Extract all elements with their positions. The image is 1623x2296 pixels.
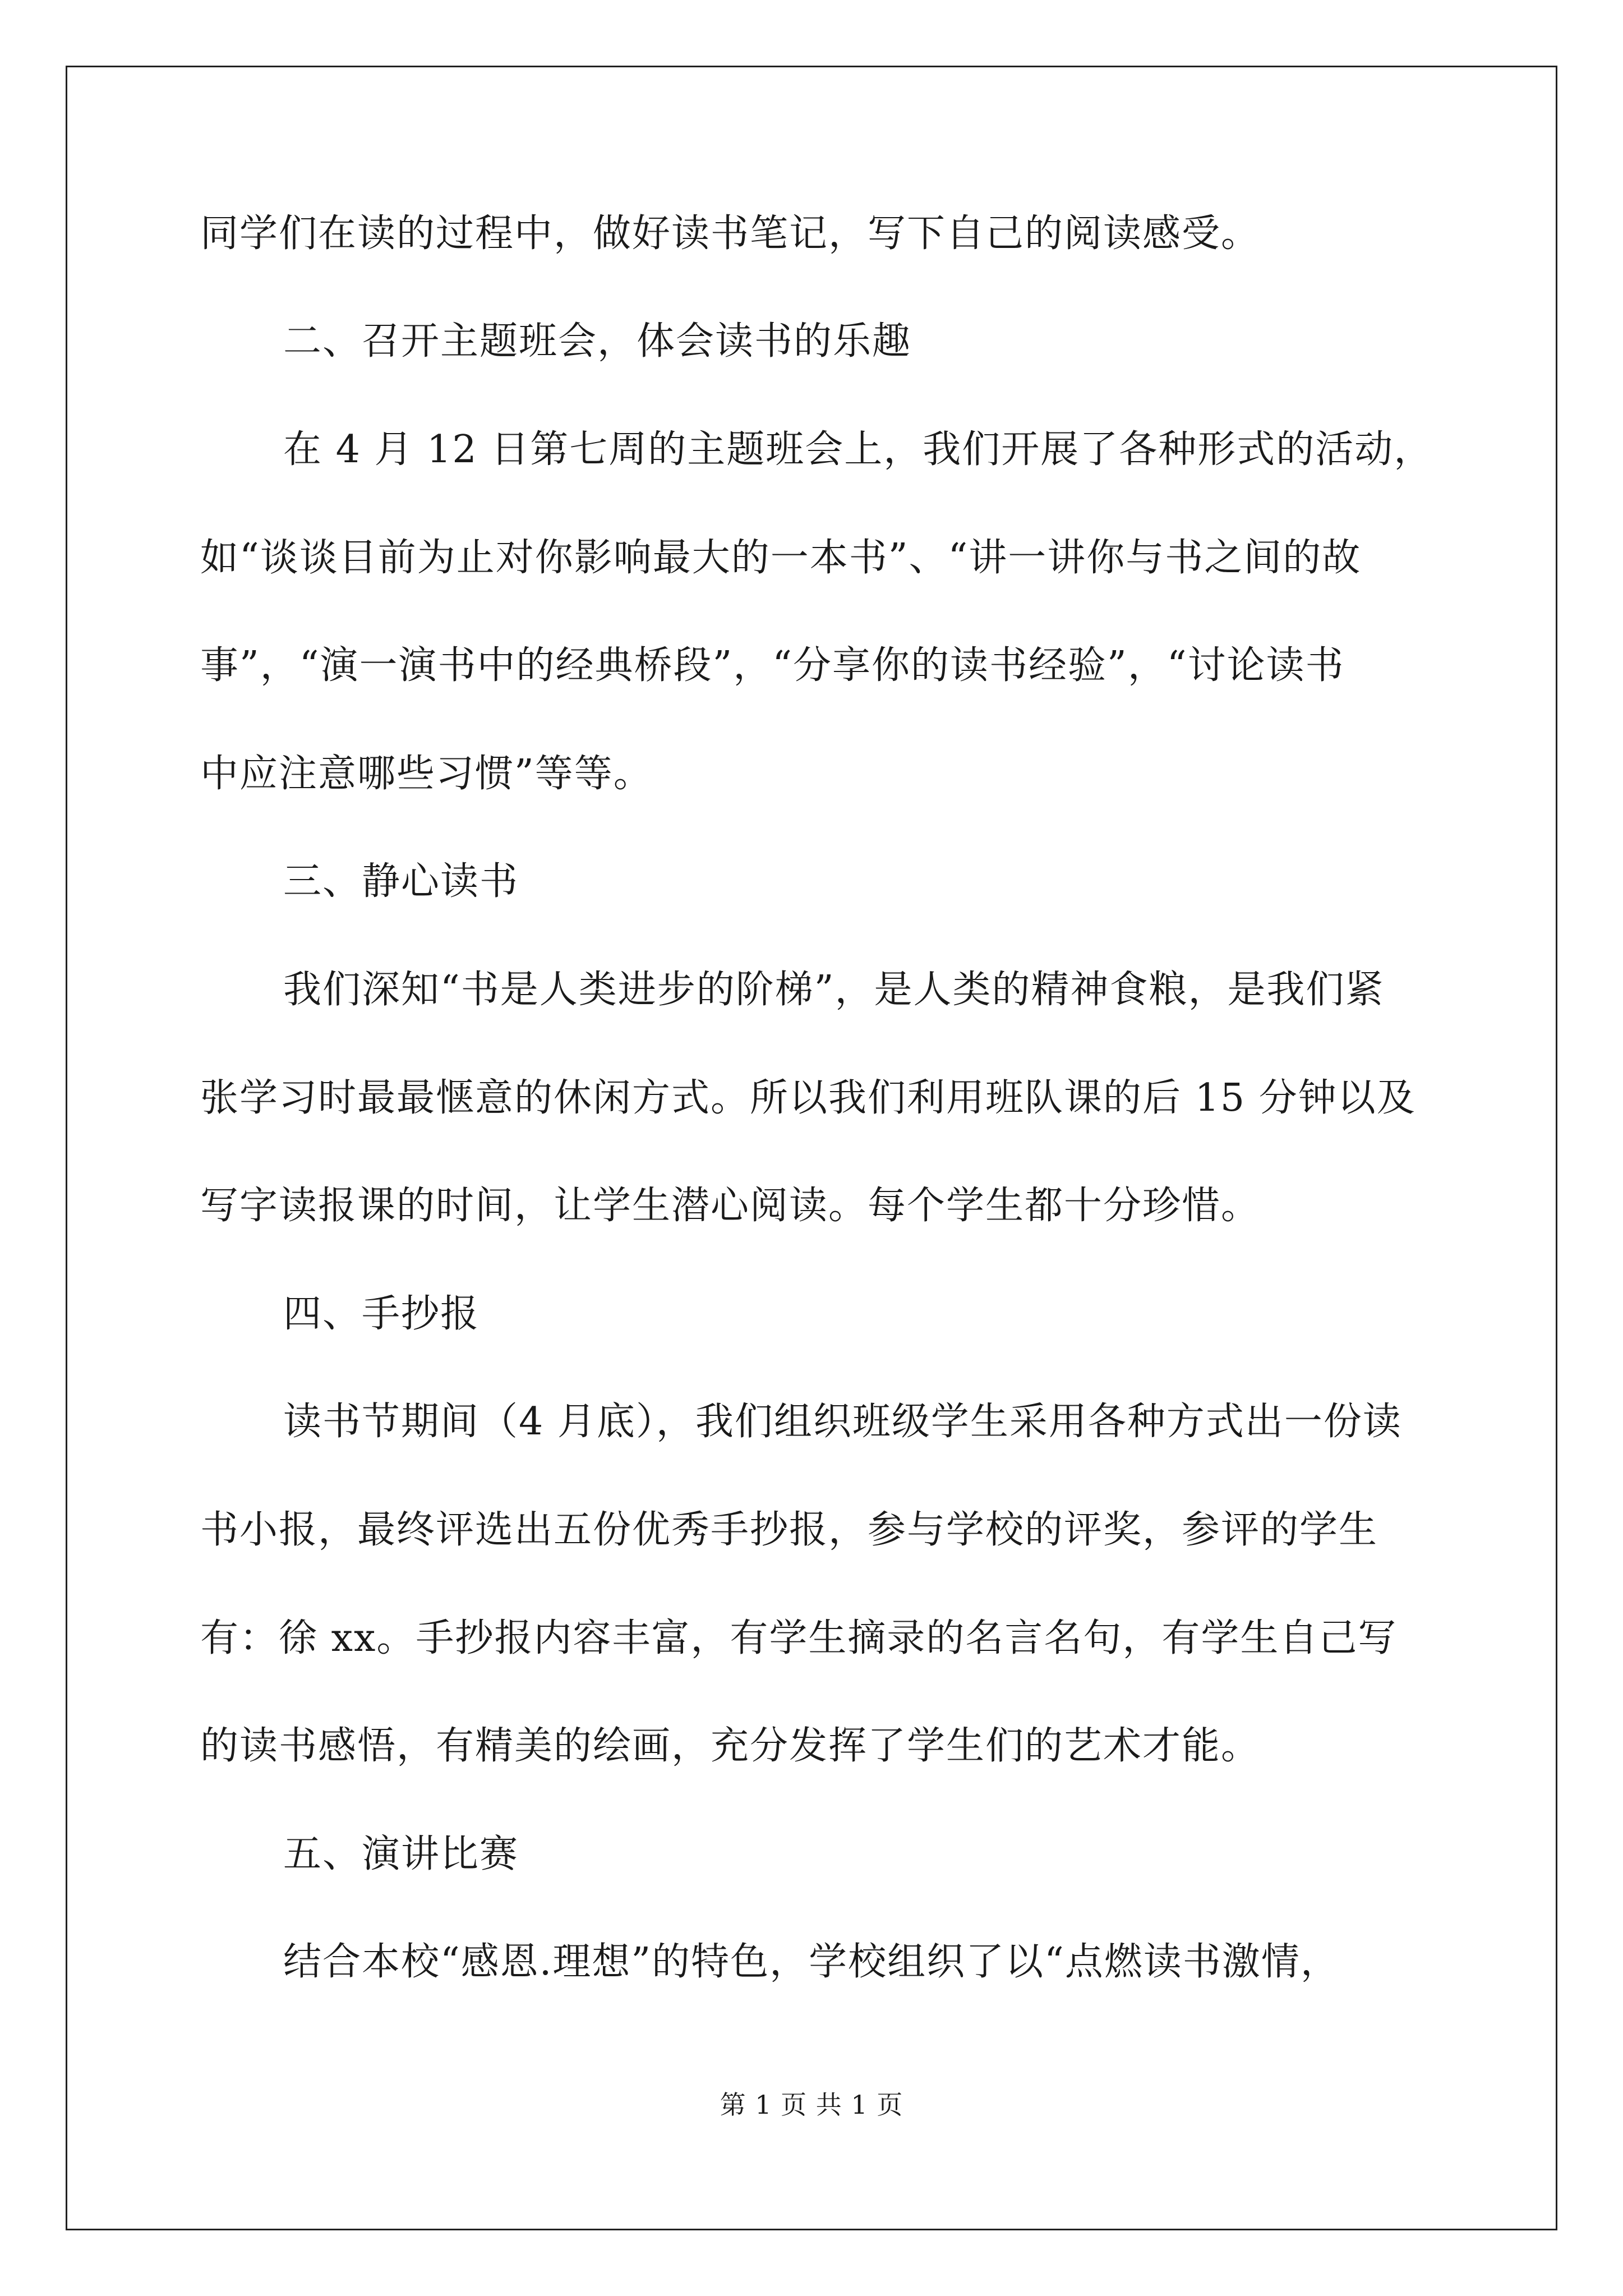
paragraph-first-line: 在 4 月 12 日第七周的主题班会上，我们开展了各种形式的活动， xyxy=(283,427,1433,472)
body-text-line: 同学们在读的过程中，做好读书笔记，写下自己的阅读感受。 xyxy=(200,211,1261,256)
body-text-line: 有：徐 xx。手抄报内容丰富，有学生摘录的名言名句，有学生自己写 xyxy=(200,1616,1398,1660)
page-number: 第 1 页 共 1 页 xyxy=(720,2090,903,2120)
paragraph-first-line: 读书节期间（4 月底），我们组织班级学生采用各种方式出一份读 xyxy=(283,1400,1402,1444)
section-heading: 四、手抄报 xyxy=(283,1292,480,1336)
body-text-line: 张学习时最最惬意的休闲方式。所以我们利用班队课的后 15 分钟以及 xyxy=(200,1076,1416,1120)
page-border xyxy=(66,66,1557,2230)
body-text-line: 中应注意哪些习惯”等等。 xyxy=(200,752,653,796)
section-heading: 三、静心读书 xyxy=(283,859,519,904)
paragraph-first-line: 结合本校“感恩.理想”的特色，学校组织了以“点燃读书激情， xyxy=(283,1940,1340,1984)
body-text-line: 书小报，最终评选出五份优秀手抄报，参与学校的评奖，参评的学生 xyxy=(200,1508,1378,1552)
section-heading: 二、召开主题班会，体会读书的乐趣 xyxy=(283,319,912,364)
body-text-line: 的读书感悟，有精美的绘画，充分发挥了学生们的艺术才能。 xyxy=(200,1724,1261,1768)
section-heading: 五、演讲比赛 xyxy=(283,1832,519,1876)
paragraph-first-line: 我们深知“书是人类进步的阶梯”，是人类的精神食粮，是我们紧 xyxy=(283,968,1385,1012)
body-text-line: 事”，“演一演书中的经典桥段”，“分享你的读书经验”，“讨论读书 xyxy=(200,643,1345,688)
body-text-line: 如“谈谈目前为止对你影响最大的一本书”、“讲一讲你与书之间的故 xyxy=(200,536,1362,580)
body-text-line: 写字读报课的时间，让学生潜心阅读。每个学生都十分珍惜。 xyxy=(200,1184,1261,1228)
